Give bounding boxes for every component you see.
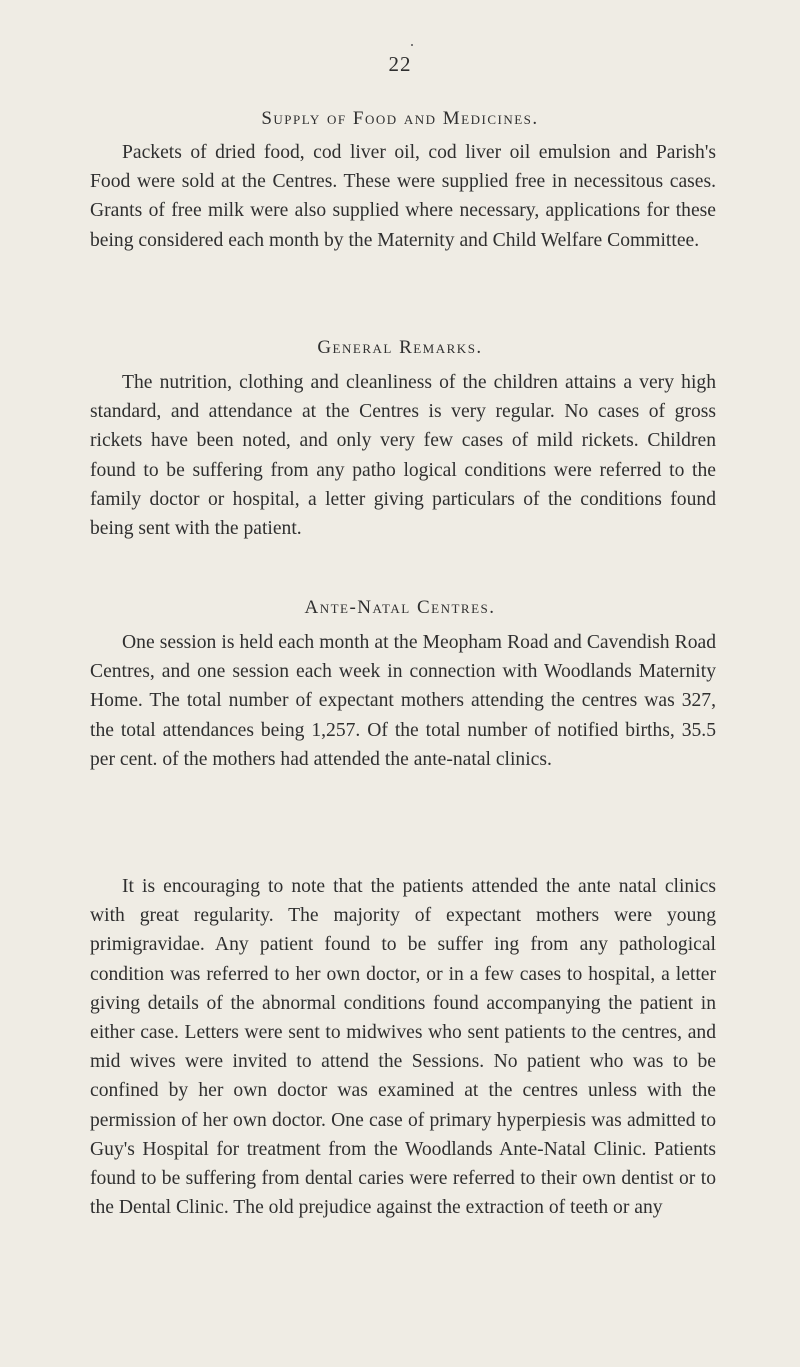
- section-heading-supply-of-food: Supply of Food and Medicines.: [261, 108, 539, 129]
- section-heading-general-remarks: General Remarks.: [317, 337, 483, 358]
- page-number: 22: [388, 52, 412, 76]
- section-heading-ante-natal-centres: Ante-Natal Centres.: [304, 597, 496, 618]
- paragraph-general-remarks: The nutrition, clothing and cleanliness of the children attains a very high standard, and attendance at the Centres is very regular. No cases of gross rickets have been noted, and only very few cases of mild rickets. Children found to be suffering from any patho logical conditions were referred to the family doctor or hospital, a letter giving particulars of the conditions found being sent with the patient.: [90, 372, 716, 540]
- print-speck: [411, 44, 413, 46]
- paragraph-supply-of-food: Packets of dried food, cod liver oil, cod liver oil emulsion and Parish's Food were sold at the Centres. These were supplied free in necessitous cases. Grants of free milk were also supplied where necessary, applications for these being considered each month by the Maternity and Child Welfare Committee.: [90, 142, 716, 251]
- paragraph-ante-natal-regularity: It is encouraging to note that the patients attended the ante natal clinics with great regularity. The majority of expectant mothers were young primigravidae. Any patient found to be suffer ing from any pathological condition was referred to her own doctor, or in a few cases to hospital, a letter giving details of the abnormal conditions found accompanying the patient in either case. Letters were sent to midwives who sent patients to the centres, and mid wives were invited to attend the Sessions. No patient who was to be confined by her own doctor was examined at the centres unless with the permission of her own doctor. One case of primary hyperpiesis was admitted to Guy's Hospital for treatment from the Woodlands Ante-Natal Clinic. Patients found to be suffering from dental caries were referred to their own dentist or to the Dental Clinic. The old prejudice against the extraction of teeth or any: [90, 876, 716, 1219]
- paragraph-ante-natal-sessions: One session is held each month at the Meopham Road and Cavendish Road Centres, and one session each week in connection with Woodlands Maternity Home. The total number of expectant mothers attending the centres was 327, the total attendances being 1,257. Of the total number of notified births, 35.5 per cent. of the mothers had attended the ante-natal clinics.: [90, 632, 716, 770]
